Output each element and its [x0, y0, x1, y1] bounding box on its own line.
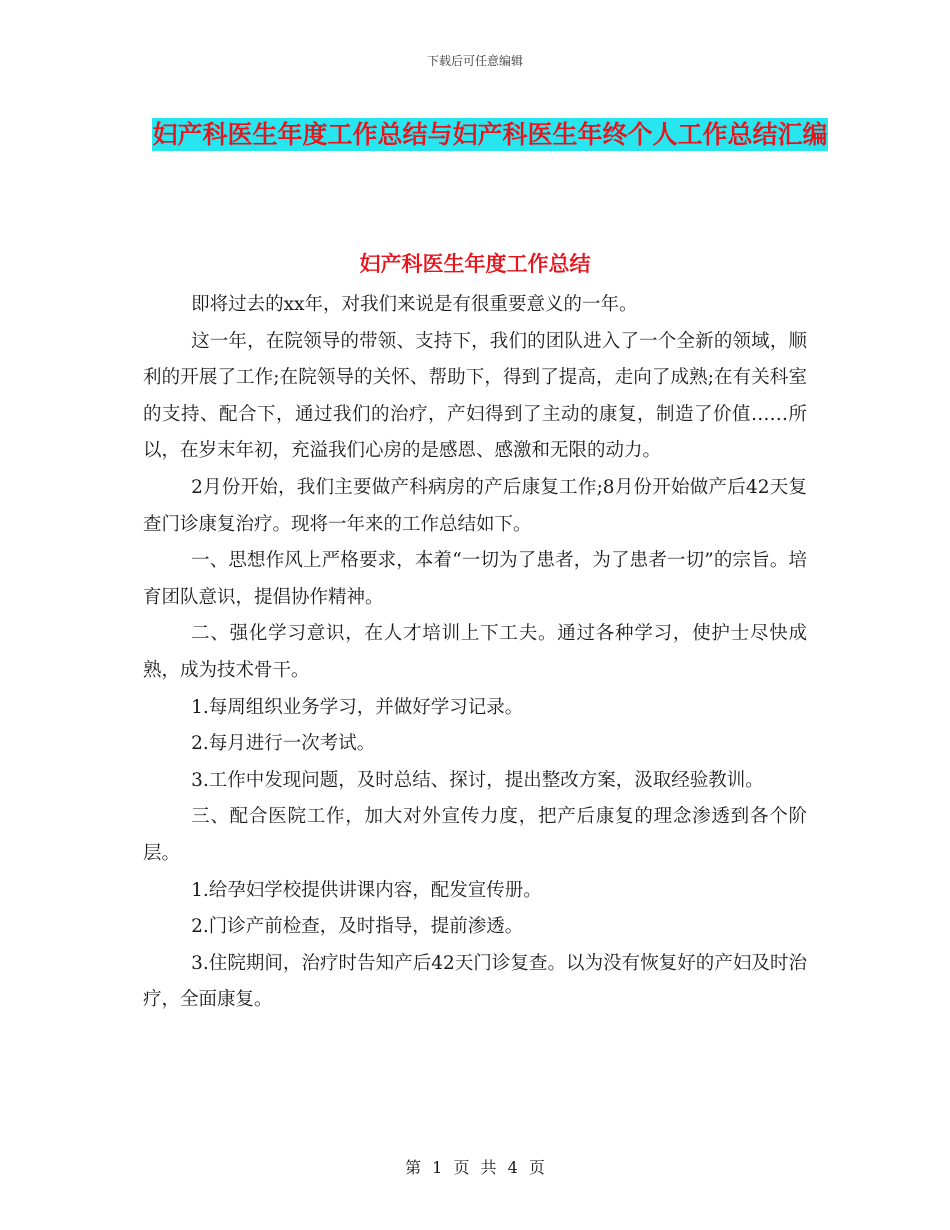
- paragraph: 1.给孕妇学校提供讲课内容，配发宣传册。: [191, 879, 542, 901]
- paragraph: 即将过去的xx年，对我们来说是有很重要意义的一年。: [191, 294, 638, 315]
- paragraph: 这一年，在院领导的带领、支持下，我们的团队进入了一个全新的领域，顺利的开展了工作;在院领导的关怀、帮助下，得到了提高，走向了成熟;在有关科室的支持、配合下，通过我们的治疗，产妇得到了主动的康复，制造了价值……所以，在岁末年初，充溢我们心房的是感恩、感激和无限的动力。: [143, 330, 807, 462]
- paragraph: 二、强化学习意识，在人才培训上下工夫。通过各种学习，使护士尽快成熟，成为技术骨干。: [143, 623, 807, 681]
- section-title: 妇产科医生年度工作总结: [359, 252, 591, 276]
- main-title: [150, 112, 830, 158]
- paragraph: 2.每月进行一次考试。: [191, 733, 376, 755]
- body-text: [143, 287, 807, 1019]
- paragraph: 2月份开始，我们主要做产科病房的产后康复工作;8月份开始做产后42天复查门诊康复治疗。现将一年来的工作总结如下。: [143, 476, 807, 535]
- page-footer: 第 1 页 共 4 页: [405, 1158, 545, 1177]
- paragraph: 1.每周组织业务学习，并做好学习记录。: [191, 696, 524, 718]
- paragraph: 3.住院期间，治疗时告知产后42天门诊复查。以为没有恢复好的产妇及时治疗，全面康复。: [143, 952, 807, 1011]
- paragraph: 2.门诊产前检查，及时指导，提前渗透。: [191, 916, 524, 938]
- main-title-highlight: 妇产科医生年度工作总结与妇产科医生年终个人工作总结汇编: [152, 120, 828, 149]
- header-note: 下载后可任意编辑: [426, 54, 523, 68]
- paragraph: 3.工作中发现问题，及时总结、探讨，提出整改方案，汲取经验教训。: [191, 769, 764, 791]
- paragraph: 一、思想作风上严格要求，本着“一切为了患者，为了患者一切”的宗旨。培育团队意识，提倡协作精神。: [143, 550, 807, 608]
- paragraph: 三、配合医院工作，加大对外宣传力度，把产后康复的理念渗透到各个阶层。: [143, 806, 807, 864]
